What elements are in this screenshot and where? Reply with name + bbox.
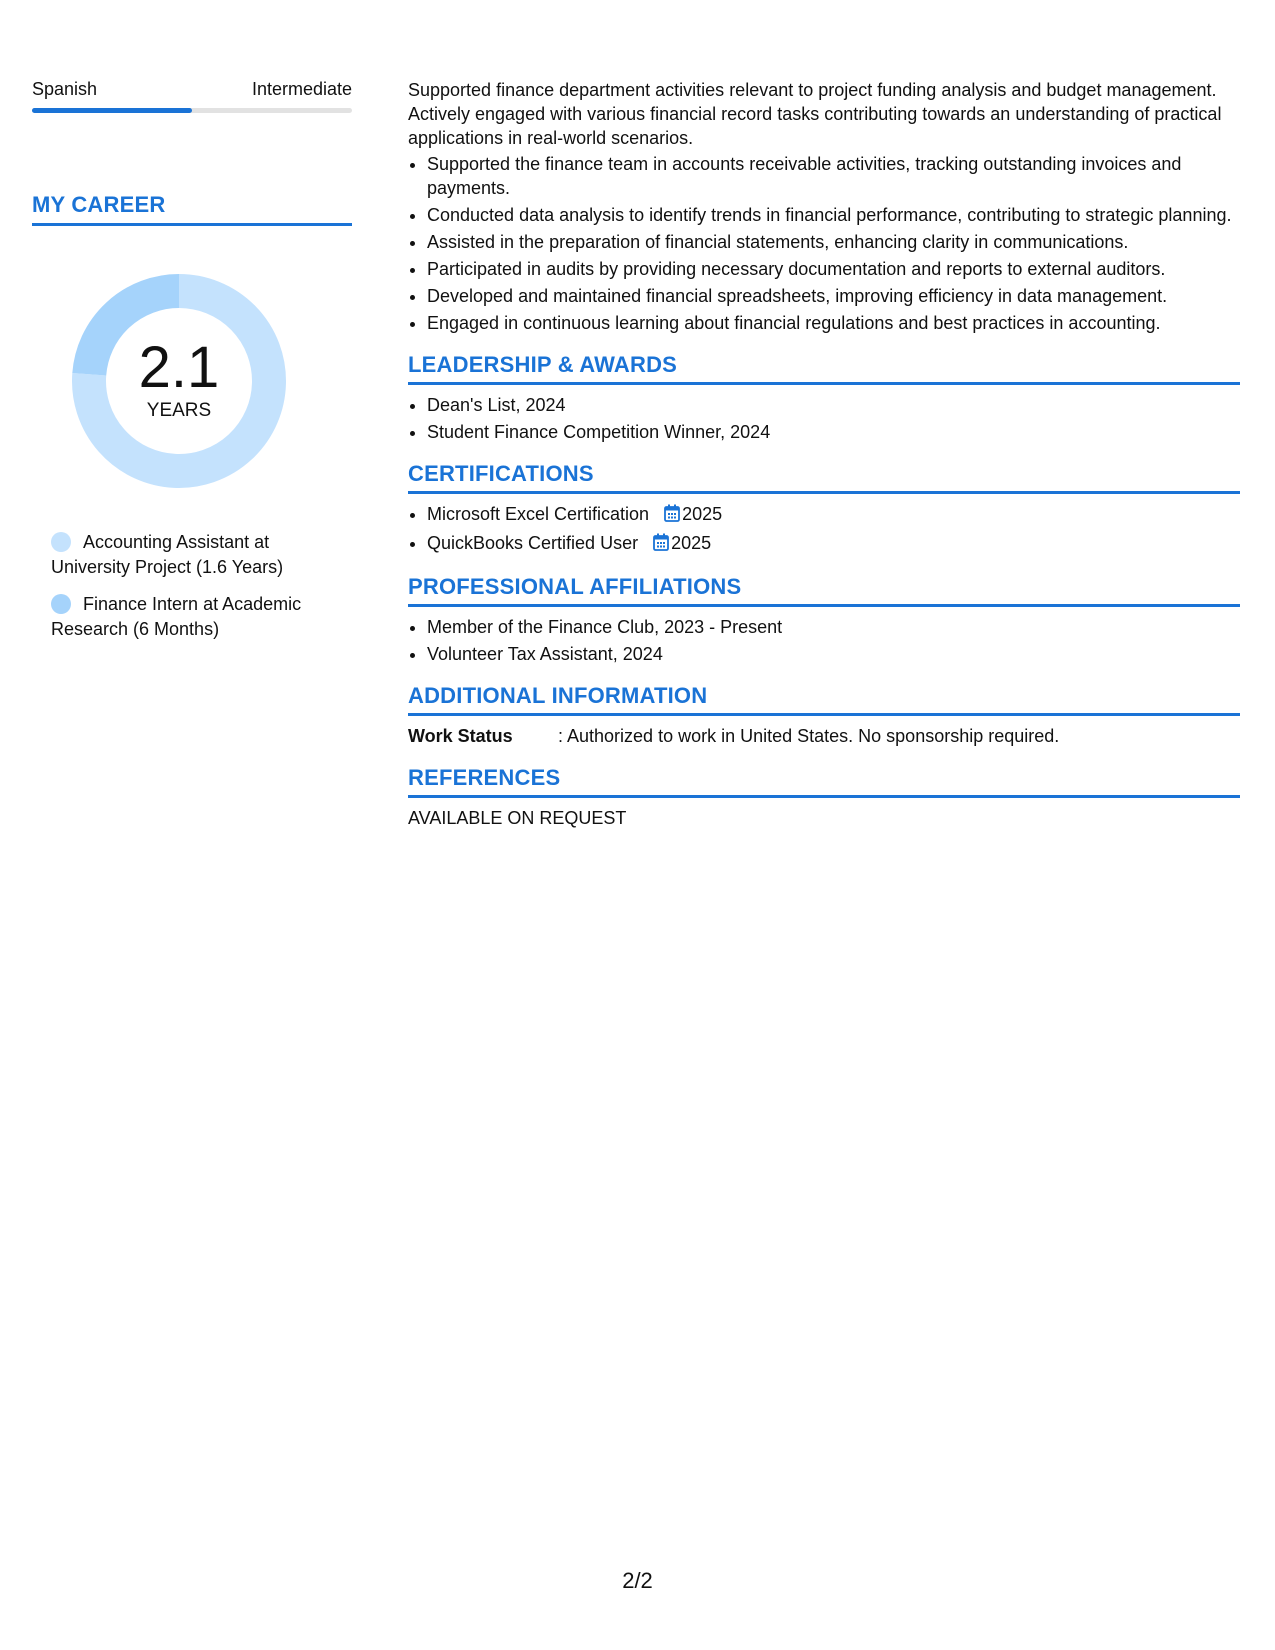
certification-year: 2025 xyxy=(671,533,712,553)
certification-year: 2025 xyxy=(682,504,723,524)
experience-bullet: • Developed and maintained financial spreadsheets, improving efficiency in data management. xyxy=(427,284,1240,308)
career-legend xyxy=(32,530,352,642)
affiliations-heading: PROFESSIONAL AFFILIATIONS xyxy=(408,573,1240,607)
leadership-item: • Student Finance Competition Winner, 2024 xyxy=(427,420,1240,444)
legend-item xyxy=(51,592,352,642)
experience-bullet: • Supported the finance team in accounts receivable activities, tracking outstanding invoices and payments. xyxy=(427,152,1240,200)
experience-summary: Supported finance department activities relevant to project funding analysis and budget management. Actively engaged with various financial record tasks contributing towards an understanding of practical applications in real-world scenarios. xyxy=(408,80,1222,148)
career-total-value: 2.1 xyxy=(138,335,220,400)
affiliation-item: • Volunteer Tax Assistant, 2024 xyxy=(427,642,1240,666)
page-number: 2/2 xyxy=(622,1568,653,1593)
certification-item xyxy=(427,531,1240,557)
language-row xyxy=(32,78,352,100)
calendar-icon xyxy=(653,533,669,557)
experience-bullets xyxy=(408,152,1240,335)
language-level: Intermediate xyxy=(251,79,352,99)
work-status-label: Work Status xyxy=(408,726,513,746)
leadership-list xyxy=(408,393,1240,444)
career-donut-chart xyxy=(66,268,292,494)
legend-item xyxy=(51,530,352,580)
legend-label: Accounting Assistant at University Project (1.6 Years) xyxy=(51,532,284,577)
certification-name: Microsoft Excel Certification xyxy=(427,504,650,524)
references-heading: REFERENCES xyxy=(408,764,1240,798)
leadership-heading: LEADERSHIP & AWARDS xyxy=(408,351,1240,385)
certification-name: QuickBooks Certified User xyxy=(427,533,639,553)
work-status-value: : Authorized to work in United States. No sponsorship required. xyxy=(558,726,1060,746)
additional-info-heading: ADDITIONAL INFORMATION xyxy=(408,682,1240,716)
language-proficiency-fill xyxy=(32,108,192,113)
language-proficiency-bar xyxy=(32,108,352,113)
affiliation-item: • Member of the Finance Club, 2023 - Present xyxy=(427,615,1240,639)
calendar-icon xyxy=(664,504,680,528)
work-status-row xyxy=(408,724,1240,748)
right-column xyxy=(408,78,1240,830)
references-text: AVAILABLE ON REQUEST xyxy=(408,808,627,828)
left-column xyxy=(32,78,352,654)
experience-bullet: • Conducted data analysis to identify trends in financial performance, contributing to strategic planning. xyxy=(427,203,1240,227)
certifications-heading: CERTIFICATIONS xyxy=(408,460,1240,494)
donut-center xyxy=(66,335,292,422)
leadership-item: • Dean's List, 2024 xyxy=(427,393,1240,417)
legend-label: Finance Intern at Academic Research (6 Months) xyxy=(51,594,302,639)
career-total-unit: YEARS xyxy=(146,400,212,421)
certification-item xyxy=(427,502,1240,528)
certifications-list xyxy=(408,502,1240,557)
experience-bullet: • Engaged in continuous learning about financial regulations and best practices in accounting. xyxy=(427,311,1240,335)
experience-bullet: • Assisted in the preparation of financial statements, enhancing clarity in communications. xyxy=(427,230,1240,254)
language-name: Spanish xyxy=(32,79,98,99)
legend-dot xyxy=(51,532,71,552)
affiliations-list xyxy=(408,615,1240,666)
experience-bullet: • Participated in audits by providing necessary documentation and reports to external auditors. xyxy=(427,257,1240,281)
career-heading: MY CAREER xyxy=(32,191,352,226)
legend-dot xyxy=(51,594,71,614)
